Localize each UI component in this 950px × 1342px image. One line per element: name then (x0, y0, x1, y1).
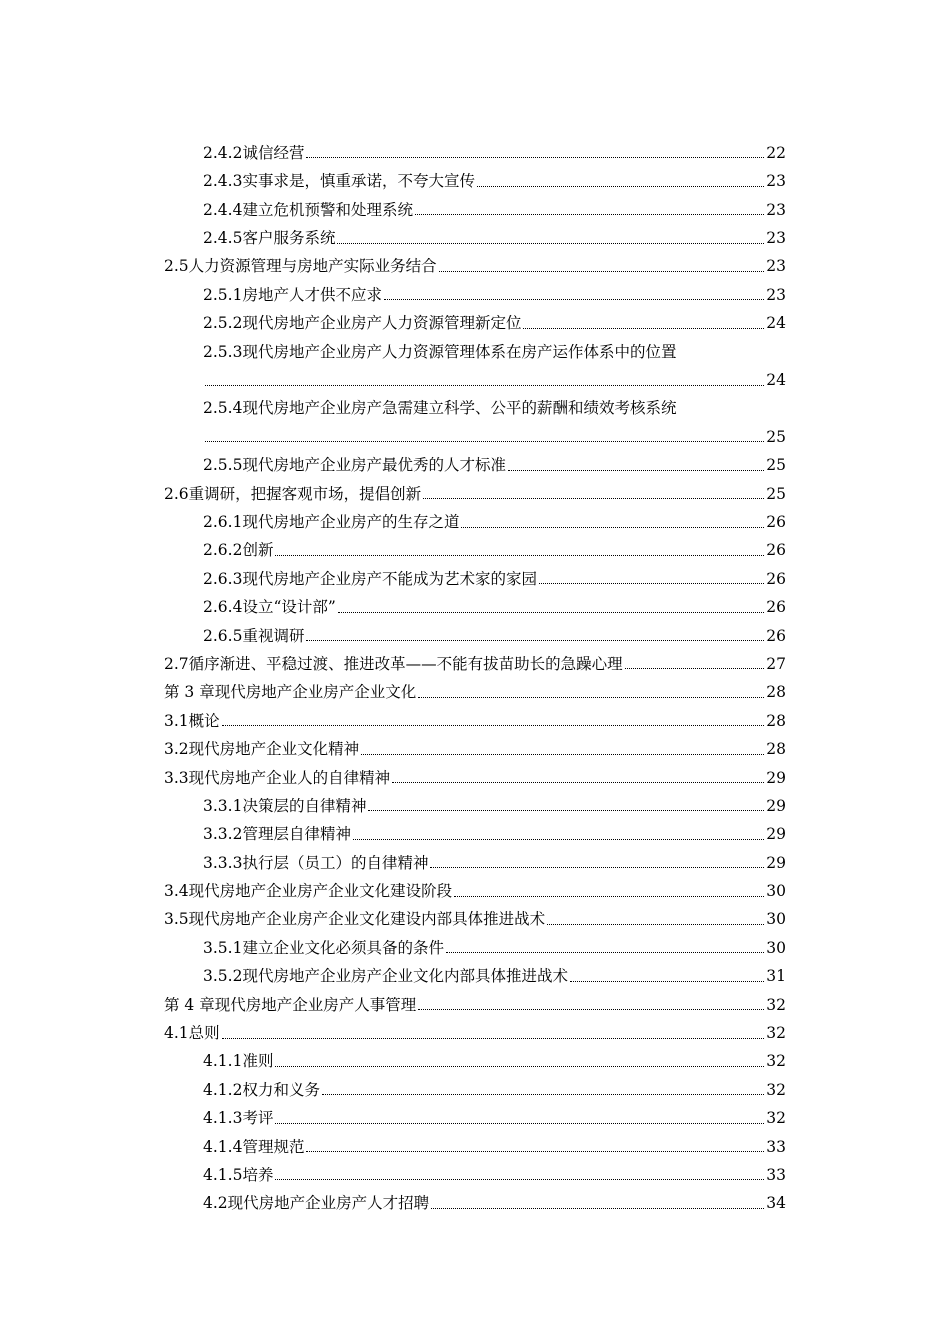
toc-entry[interactable] (164, 1098, 786, 1126)
toc-dot-leader (322, 1093, 764, 1095)
toc-entry-number: 2.6 (164, 484, 189, 503)
toc-entry[interactable] (164, 161, 786, 189)
toc-entry-title: 现代房地产企业房产不能成为艺术家的家园 (242, 569, 537, 588)
toc-entry-page-number: 25 (766, 456, 786, 475)
toc-entry[interactable] (164, 758, 786, 786)
toc-entry-title: 创新 (242, 541, 274, 560)
toc-entry[interactable] (164, 1042, 786, 1070)
toc-entry-number: 4.1 (164, 1024, 189, 1043)
toc-entry-title: 现代房地产企业房产企业文化内部具体推进战术 (242, 967, 568, 986)
toc-entry-number: 4.1.5 (203, 1165, 243, 1184)
toc-entry-title: 现代房地产企业房产的生存之道 (242, 513, 460, 531)
toc-entry-title: 准则 (242, 1052, 274, 1071)
toc-entry-number: 3.5 (164, 910, 189, 929)
toc-entry-title: 建立企业文化必须具备的条件 (242, 938, 444, 957)
toc-entry-number: 2.6.1 (203, 513, 243, 531)
toc-entry[interactable] (164, 389, 786, 446)
toc-dot-leader (205, 384, 764, 386)
toc-entry-number: 2.5.1 (203, 285, 243, 304)
toc-entry[interactable] (164, 247, 786, 275)
toc-entry[interactable] (164, 332, 786, 389)
toc-dot-leader (384, 298, 764, 300)
toc-entry-page-number: 28 (766, 711, 786, 730)
toc-entry-page-number: 32 (766, 995, 786, 1014)
toc-dot-leader (431, 1207, 764, 1209)
toc-entry[interactable] (164, 275, 786, 303)
toc-entry-page-number: 26 (766, 541, 786, 560)
toc-entry[interactable] (164, 1127, 786, 1155)
toc-entry-number: 3.5.1 (203, 938, 243, 957)
toc-entry-title: 培养 (242, 1165, 274, 1184)
toc-entry-number: 3.1 (164, 711, 189, 730)
toc-dot-leader (446, 951, 764, 953)
toc-entry-page-number: 23 (766, 172, 786, 191)
toc-entry-page-number: 26 (766, 598, 786, 617)
toc-dot-leader (439, 270, 765, 272)
toc-dot-leader (477, 185, 764, 187)
toc-entry-page-number: 23 (766, 285, 786, 304)
toc-entry-number: 2.5.2 (203, 314, 243, 333)
toc-entry-number: 2.4.3 (203, 172, 243, 191)
toc-entry-title: 权力和义务 (242, 1080, 320, 1099)
toc-entry[interactable] (164, 531, 786, 559)
toc-entry-number: 4.1.4 (203, 1137, 243, 1156)
toc-entry-title: 诚信经营 (242, 143, 305, 162)
toc-entry-page-number: 29 (766, 853, 786, 872)
toc-entry-title: 管理层自律精神 (242, 825, 351, 844)
toc-entry-page-number: 25 (766, 484, 786, 503)
toc-entry[interactable] (164, 985, 786, 1013)
toc-entry-title: 考评 (242, 1109, 274, 1128)
toc-entry[interactable] (164, 502, 786, 530)
toc-entry-page-number: 22 (766, 143, 786, 162)
toc-entry-number: 2.5.5 (203, 456, 243, 475)
toc-entry-title: 重视调研 (242, 626, 305, 645)
table-of-contents (164, 133, 786, 1212)
toc-dot-leader (222, 1037, 765, 1039)
toc-entry-title: 现代房地产企业房产急需建立科学、公平的薪酬和绩效考核系统 (242, 399, 677, 418)
toc-entry-number: 4.1.1 (203, 1052, 243, 1071)
toc-entry[interactable] (164, 871, 786, 899)
toc-entry-number: 第 4 章 (164, 995, 215, 1014)
toc-dot-leader (306, 156, 764, 158)
toc-dot-leader (625, 667, 765, 669)
toc-dot-leader (353, 838, 764, 840)
toc-entry-page-number: 23 (766, 229, 786, 248)
toc-entry-title: 现代房地产企业房产人力资源管理体系在房产运作体系中的位置 (242, 342, 677, 361)
toc-entry-number: 3.5.2 (203, 967, 243, 986)
toc-entry[interactable] (164, 928, 786, 956)
toc-dot-leader (430, 866, 764, 868)
toc-entry-number: 2.4.5 (203, 229, 243, 248)
toc-entry[interactable] (164, 956, 786, 984)
toc-entry-number: 2.6.2 (203, 541, 243, 560)
toc-entry-title: 房地产人才供不应求 (242, 285, 382, 304)
toc-entry-title: 总则 (188, 1024, 220, 1043)
toc-entry-page-number: 27 (766, 654, 786, 673)
toc-entry-number: 2.6.3 (203, 569, 243, 588)
toc-entry-title: 现代房地产企业房产人事管理 (214, 995, 417, 1014)
toc-entry-page-number: 30 (766, 882, 786, 901)
toc-dot-leader (275, 1178, 764, 1180)
toc-entry-title: 决策层的自律精神 (242, 796, 367, 815)
toc-dot-leader (275, 1122, 764, 1124)
toc-entry[interactable] (164, 672, 786, 700)
toc-entry-number: 3.3.2 (203, 825, 243, 844)
toc-entry-page-number: 32 (766, 1109, 786, 1128)
toc-dot-leader (539, 582, 764, 584)
toc-entry-page-number: 24 (766, 371, 786, 390)
toc-entry[interactable] (164, 218, 786, 246)
toc-entry-number: 第 3 章 (164, 683, 215, 702)
toc-entry-title: 建立危机预警和处理系统 (242, 200, 413, 219)
toc-entry-page-number: 33 (766, 1165, 786, 1184)
toc-entry-number: 2.7 (164, 654, 189, 673)
toc-entry-number: 3.3.1 (203, 796, 243, 815)
toc-entry[interactable] (164, 843, 786, 871)
toc-entry-page-number: 25 (766, 427, 786, 446)
toc-entry[interactable] (164, 1013, 786, 1041)
toc-entry-number: 2.4.4 (203, 200, 243, 219)
toc-entry-title: 实事求是，慎重承诺，不夸大宣传 (242, 172, 475, 191)
toc-dot-leader (523, 327, 764, 329)
toc-dot-leader (337, 242, 764, 244)
toc-entry-page-number: 32 (766, 1052, 786, 1071)
toc-entry-number: 2.5.4 (203, 399, 243, 418)
toc-dot-leader (338, 611, 764, 613)
toc-entry-number: 2.6.5 (203, 626, 243, 645)
toc-entry[interactable] (164, 1155, 786, 1183)
toc-entry-page-number: 29 (766, 796, 786, 815)
toc-entry-page-number: 23 (766, 257, 786, 276)
toc-entry[interactable] (164, 587, 786, 615)
toc-entry[interactable] (164, 133, 786, 161)
toc-entry[interactable] (164, 303, 786, 331)
toc-entry-title: 现代房地产企业房产企业文化建设内部具体推进战术 (188, 910, 546, 929)
toc-dot-leader (222, 724, 765, 726)
toc-entry-page-number: 29 (766, 768, 786, 787)
toc-dot-leader (547, 923, 764, 925)
toc-entry-page-number: 26 (766, 569, 786, 588)
toc-entry-page-number: 28 (766, 683, 786, 702)
toc-entry-page-number: 33 (766, 1137, 786, 1156)
toc-entry-title: 现代房地产企业房产企业文化建设阶段 (188, 882, 453, 901)
toc-entry[interactable] (164, 1070, 786, 1098)
toc-entry-title: 人力资源管理与房地产实际业务结合 (188, 257, 437, 276)
toc-dot-leader (368, 809, 764, 811)
toc-dot-leader (415, 213, 764, 215)
toc-entry-page-number: 32 (766, 1024, 786, 1043)
toc-entry[interactable] (164, 786, 786, 814)
toc-dot-leader (392, 781, 764, 783)
toc-entry-number: 4.1.2 (203, 1080, 243, 1099)
toc-entry-page-number: 26 (766, 513, 786, 531)
toc-entry-page-number: 34 (766, 1194, 786, 1213)
toc-dot-leader (306, 639, 764, 641)
toc-entry[interactable] (164, 701, 786, 729)
toc-entry-page-number: 28 (766, 740, 786, 759)
toc-entry[interactable] (164, 900, 786, 928)
toc-entry-page-number: 30 (766, 910, 786, 929)
toc-dot-leader (418, 696, 764, 698)
toc-entry[interactable] (164, 1183, 786, 1211)
toc-dot-leader (461, 526, 764, 528)
toc-dot-leader (275, 1065, 764, 1067)
toc-entry-number: 4.2 (203, 1194, 228, 1213)
toc-entry-page-number: 26 (766, 626, 786, 645)
toc-entry-title: 循序渐进、平稳过渡、推进改革——不能有拔苗助长的急躁心理 (188, 654, 623, 673)
toc-dot-leader (570, 980, 764, 982)
toc-entry-number: 2.5 (164, 257, 189, 276)
toc-dot-leader (508, 469, 764, 471)
toc-entry-title: 设立“设计部” (242, 598, 336, 617)
toc-entry[interactable] (164, 616, 786, 644)
toc-dot-leader (306, 1150, 764, 1152)
toc-dot-leader (205, 440, 764, 442)
toc-entry-page-number: 31 (766, 967, 786, 986)
toc-entry-number: 3.4 (164, 882, 189, 901)
toc-entry-number: 3.3 (164, 768, 189, 787)
toc-entry-page-number: 32 (766, 1080, 786, 1099)
toc-entry-title: 现代房地产企业文化精神 (188, 740, 360, 759)
toc-entry[interactable] (164, 729, 786, 757)
toc-entry-page-number: 29 (766, 825, 786, 844)
toc-dot-leader (275, 554, 764, 556)
toc-entry-number: 4.1.3 (203, 1109, 243, 1128)
toc-entry-number: 3.2 (164, 740, 189, 759)
toc-entry-title: 现代房地产企业房产人力资源管理新定位 (242, 314, 522, 333)
toc-entry-title: 现代房地产企业房产企业文化 (214, 683, 417, 702)
toc-dot-leader (418, 1008, 764, 1010)
toc-entry-number: 2.5.3 (203, 342, 243, 361)
toc-entry-number: 2.6.4 (203, 598, 243, 617)
toc-entry-page-number: 24 (766, 314, 786, 333)
toc-entry-page-number: 30 (766, 938, 786, 957)
toc-entry[interactable] (164, 559, 786, 587)
toc-entry[interactable] (164, 474, 786, 502)
toc-entry-number: 3.3.3 (203, 853, 243, 872)
toc-entry-number: 2.4.2 (203, 143, 243, 162)
toc-entry[interactable] (164, 190, 786, 218)
toc-entry-title: 现代房地产企业房产人才招聘 (227, 1194, 430, 1213)
toc-dot-leader (454, 895, 764, 897)
toc-entry[interactable] (164, 445, 786, 473)
toc-entry[interactable] (164, 814, 786, 842)
toc-dot-leader (423, 497, 764, 499)
toc-entry-title: 现代房地产企业房产最优秀的人才标准 (242, 456, 506, 475)
toc-entry-title: 概论 (188, 711, 220, 730)
toc-entry-page-number: 23 (766, 200, 786, 219)
toc-entry-title: 重调研，把握客观市场，提倡创新 (188, 484, 422, 503)
toc-entry-title: 现代房地产企业人的自律精神 (188, 768, 391, 787)
toc-entry[interactable] (164, 644, 786, 672)
toc-entry-title: 管理规范 (242, 1137, 305, 1156)
toc-dot-leader (361, 753, 764, 755)
toc-entry-title: 客户服务系统 (242, 229, 336, 248)
toc-entry-title: 执行层（员工）的自律精神 (242, 853, 429, 872)
